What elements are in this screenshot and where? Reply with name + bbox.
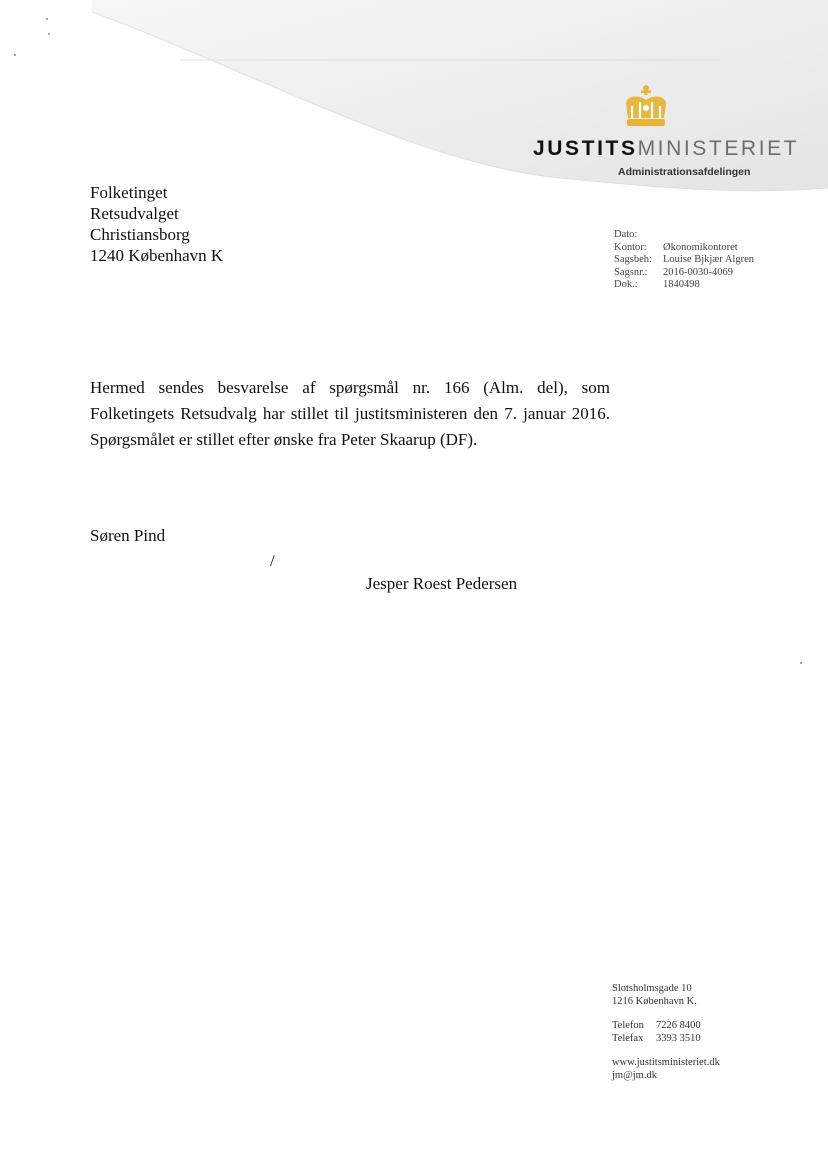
recipient-line: 1240 København K: [90, 246, 224, 265]
scan-speck: [46, 18, 48, 20]
meta-label: Dok.:: [614, 279, 638, 290]
phone-number: 7226 8400: [656, 1020, 701, 1031]
website-link[interactable]: www.justitsministeriet.dk: [612, 1057, 720, 1068]
meta-label: Sagsnr.:: [614, 266, 648, 278]
logo-bold-text: JUSTITS: [533, 137, 638, 160]
logo-light-text: MINISTERIET: [637, 137, 800, 160]
ministry-contact-footer: [612, 982, 720, 1082]
meta-row-case-number: [614, 267, 754, 280]
email-link[interactable]: jm@jm.dk: [612, 1070, 657, 1081]
meta-value: Louise Bjkjær Algren: [663, 254, 754, 265]
meta-value: [663, 229, 754, 242]
meta-label: Dato:: [614, 229, 638, 240]
recipient-address: [90, 182, 223, 266]
letter-body: Hermed sendes besvarelse af spørgsmål nr. 166 (Alm. del), som Folketingets Retsudvalg har stillet til justitsministeren den 7. januar 2016. Spørgsmålet er stillet efter ønske fra Peter Skaarup (DF).: [90, 378, 610, 449]
case-metadata: [614, 229, 754, 292]
recipient-line: Retsudvalget: [90, 204, 179, 223]
signature-separator: /: [270, 551, 275, 570]
scan-speck: [800, 662, 802, 664]
fax-label: Telefax: [612, 1033, 644, 1044]
meta-row-date: [614, 229, 754, 242]
address-line: Slotsholmsgade 10: [612, 983, 692, 994]
fax-number: 3393 3510: [656, 1033, 701, 1044]
meta-value: Økonomikontoret: [663, 241, 738, 253]
ministry-logo: [533, 137, 800, 160]
minister-signature: Søren Pind: [90, 526, 166, 545]
recipient-line: Christiansborg: [90, 225, 190, 244]
address-line: 1216 København K.: [612, 996, 697, 1007]
meta-row-document: [614, 279, 754, 292]
recipient-line: Folketinget: [90, 183, 168, 202]
fax-line: [612, 1032, 720, 1045]
meta-row-office: [614, 242, 754, 255]
scan-speck: [48, 33, 50, 35]
phone-label: Telefon: [612, 1020, 644, 1031]
phone-line: [612, 1019, 720, 1032]
meta-row-caseworker: [614, 254, 754, 267]
meta-label: Kontor:: [614, 241, 647, 253]
official-signature: Jesper Roest Pedersen: [366, 574, 518, 593]
royal-crown-icon: [616, 84, 676, 134]
scan-speck: [14, 54, 16, 56]
meta-label: Sagsbeh:: [614, 254, 652, 265]
meta-value: 1840498: [663, 279, 700, 290]
department-name: Administrationsafdelingen: [618, 166, 751, 178]
meta-value: 2016-0030-4069: [663, 266, 733, 278]
